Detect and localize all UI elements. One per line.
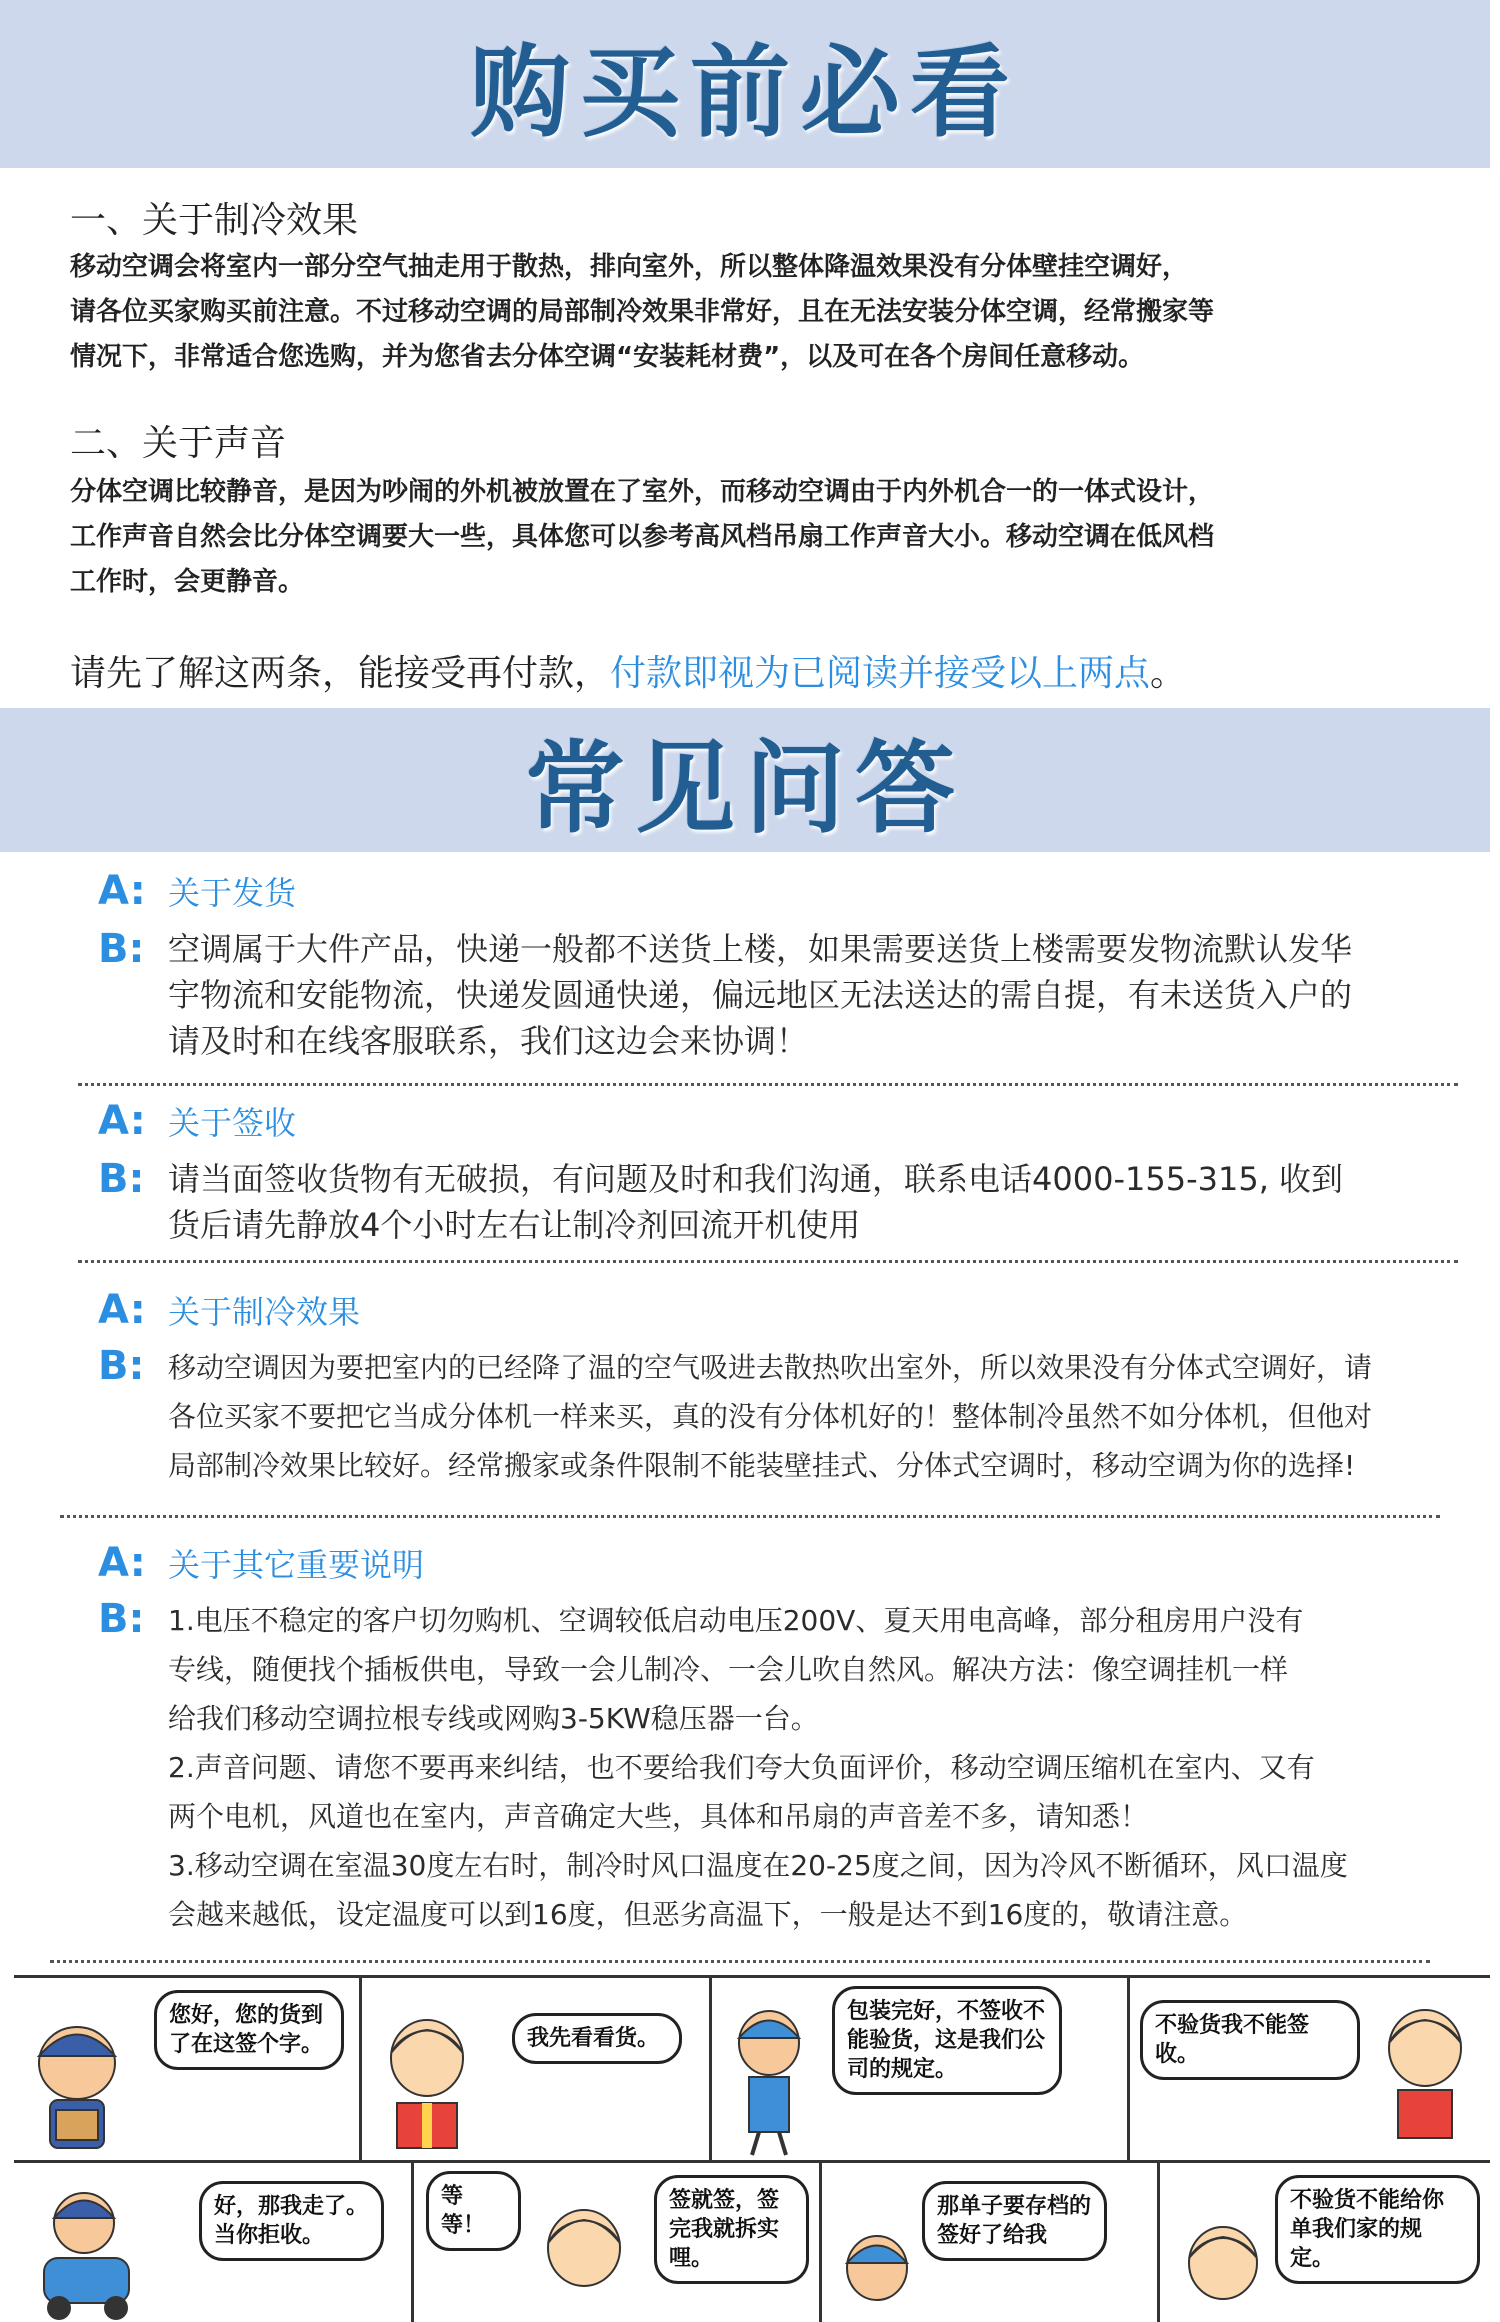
faq-title: 常见问答 [525, 729, 965, 847]
speech-bubble: 不验货不能给你单我们家的规定。 [1275, 2175, 1480, 2284]
comic-panel [712, 1978, 1130, 2163]
customer-figure [372, 2008, 482, 2158]
answer-line: 2.声音问题、请您不要再来纠结，也不要给我们夸大负面评价，移动空调压缩机在室内、又有 [168, 1751, 1315, 1784]
answer-line: 各位买家不要把它当成分体机一样来买，真的没有分体机好的！整体制冷虽然不如分体机，但他对 [168, 1400, 1373, 1433]
faq-item-cooling [98, 1287, 1458, 1490]
answer-text [168, 1596, 1348, 1939]
answer-line: 请及时和在线客服联系，我们这边会来协调！ [168, 1022, 809, 1060]
speech-bubble: 那单子要存档的签好了给我 [922, 2181, 1107, 2261]
speech-bubble: 不验货我不能签收。 [1140, 2000, 1360, 2080]
notice-line: 分体空调比较静音，是因为吵闹的外机被放置在了室外，而移动空调由于内外机合一的一体式设计， [70, 477, 1215, 507]
speech-bubble: 好，那我走了。当你拒收。 [199, 2181, 384, 2261]
answer-text [168, 926, 1352, 1064]
answer-text [168, 1343, 1372, 1490]
question-text: 关于发货 [168, 874, 297, 912]
divider [50, 1960, 1430, 1963]
notice-body-cooling [70, 245, 1430, 380]
speech-bubble: 等等！ [426, 2171, 521, 2251]
comic-panel [14, 1978, 362, 2163]
customer-figure [1168, 2213, 1268, 2322]
comic-strip [14, 1975, 1490, 2322]
question-label: A: [98, 1540, 146, 1586]
speech-bubble: 签就签，签完我就拆实哩。 [654, 2175, 809, 2284]
question-label: A: [98, 1098, 146, 1144]
courier-scooter-figure [24, 2183, 144, 2322]
customer-figure [1370, 1998, 1480, 2158]
notice-heading-cooling: 一、关于制冷效果 [70, 200, 359, 241]
faq-question [98, 1098, 1458, 1144]
question-label: A: [98, 868, 146, 914]
faq-question [98, 1540, 1458, 1586]
answer-line: 会越来越低，设定温度可以到16度，但恶劣高温下，一般是达不到16度的，敬请注意。 [168, 1898, 1248, 1931]
customer-figure [534, 2193, 634, 2322]
question-text: 关于制冷效果 [168, 1293, 361, 1331]
comic-panel [14, 2163, 414, 2322]
answer-line: 两个电机，风道也在室内，声音确定大些，具体和吊扇的声音差不多，请知悉！ [168, 1800, 1149, 1833]
answer-label: B: [98, 926, 145, 972]
answer-line: 宇物流和安能物流，快递发圆通快递，偏远地区无法送达的需自提，有未送货入户的 [168, 976, 1353, 1014]
faq-answer [98, 1156, 1458, 1248]
answer-line: 请当面签收货物有无破损，有问题及时和我们沟通，联系电话4000-155-315, 收到 [168, 1160, 1344, 1198]
notice-body-sound [70, 470, 1430, 605]
header-banner [0, 0, 1490, 168]
answer-line: 专线，随便找个插板供电，导致一会儿制冷、一会儿吹自然风。解决方法：像空调挂机一样 [168, 1653, 1289, 1686]
answer-label: B: [98, 1596, 145, 1642]
notice-final-statement [70, 645, 1186, 696]
answer-line: 1.电压不稳定的客户切勿购机、空调较低启动电压200V、夏天用电高峰，部分租房用户没有 [168, 1604, 1304, 1637]
speech-bubble: 我先看看货。 [512, 2013, 682, 2064]
comic-panel [1160, 2163, 1490, 2322]
page-title: 购买前必看 [470, 33, 1020, 151]
question-label: A: [98, 1287, 146, 1333]
speech-bubble: 包装完好，不签收不能验货，这是我们公司的规定。 [832, 1986, 1062, 2095]
answer-line: 货后请先静放4个小时左右让制冷剂回流开机使用 [168, 1206, 861, 1244]
divider [78, 1083, 1458, 1086]
speech-bubble: 您好，您的货到了在这签个字。 [154, 1990, 344, 2070]
courier-figure [724, 2003, 814, 2158]
comic-panel [822, 2163, 1160, 2322]
answer-line: 移动空调因为要把室内的已经降了温的空气吸进去散热吹出室外，所以效果没有分体式空调好，请 [168, 1351, 1373, 1384]
answer-line: 给我们移动空调拉根专线或网购3-5KW稳压器一台。 [168, 1702, 819, 1735]
question-text: 关于其它重要说明 [168, 1546, 425, 1584]
answer-line: 局部制冷效果比较好。经常搬家或条件限制不能装壁挂式、分体式空调时，移动空调为你的选择! [168, 1449, 1356, 1482]
faq-question [98, 1287, 1458, 1333]
notice-heading-sound: 二、关于声音 [70, 423, 287, 464]
faq-banner [0, 708, 1490, 852]
comic-panel [362, 1978, 712, 2163]
divider [60, 1515, 1440, 1518]
faq-item-receipt [98, 1098, 1458, 1248]
faq-question [98, 868, 1458, 914]
faq-answer [98, 1343, 1458, 1490]
answer-line: 3.移动空调在室温30度左右时，制冷时风口温度在20-25度之间，因为冷风不断循环，风口温度 [168, 1849, 1348, 1882]
courier-figure [832, 2223, 922, 2322]
final-plain-text: 请先了解这两条，能接受再付款， [70, 653, 611, 694]
comic-panel [1130, 1978, 1490, 2163]
final-highlight-text: 付款即视为已阅读并接受以上两点 [610, 653, 1151, 694]
final-end-text: 。 [1150, 653, 1187, 694]
answer-text [168, 1156, 1343, 1248]
notice-line: 情况下，非常适合您选购，并为您省去分体空调“安装耗材费”，以及可在各个房间任意移动。 [70, 342, 1145, 372]
notice-line: 请各位买家购买前注意。不过移动空调的局部制冷效果非常好，且在无法安装分体空调，经常搬家等 [70, 297, 1215, 327]
answer-label: B: [98, 1343, 145, 1389]
notice-line: 工作声音自然会比分体空调要大一些，具体您可以参考高风档吊扇工作声音大小。移动空调在低风档 [70, 522, 1215, 552]
faq-answer [98, 926, 1458, 1064]
answer-label: B: [98, 1156, 145, 1202]
courier-figure [22, 2018, 132, 2158]
notice-line: 移动空调会将室内一部分空气抽走用于散热，排向室外，所以整体降温效果没有分体壁挂空调好， [70, 252, 1189, 282]
answer-line: 空调属于大件产品，快递一般都不送货上楼，如果需要送货上楼需要发物流默认发华 [168, 930, 1353, 968]
comic-panel [414, 2163, 822, 2322]
faq-item-other [98, 1540, 1458, 1939]
faq-item-shipping [98, 868, 1458, 1064]
question-text: 关于签收 [168, 1104, 297, 1142]
notice-line: 工作时，会更静音。 [70, 567, 305, 597]
faq-answer [98, 1596, 1458, 1939]
divider [78, 1260, 1458, 1263]
